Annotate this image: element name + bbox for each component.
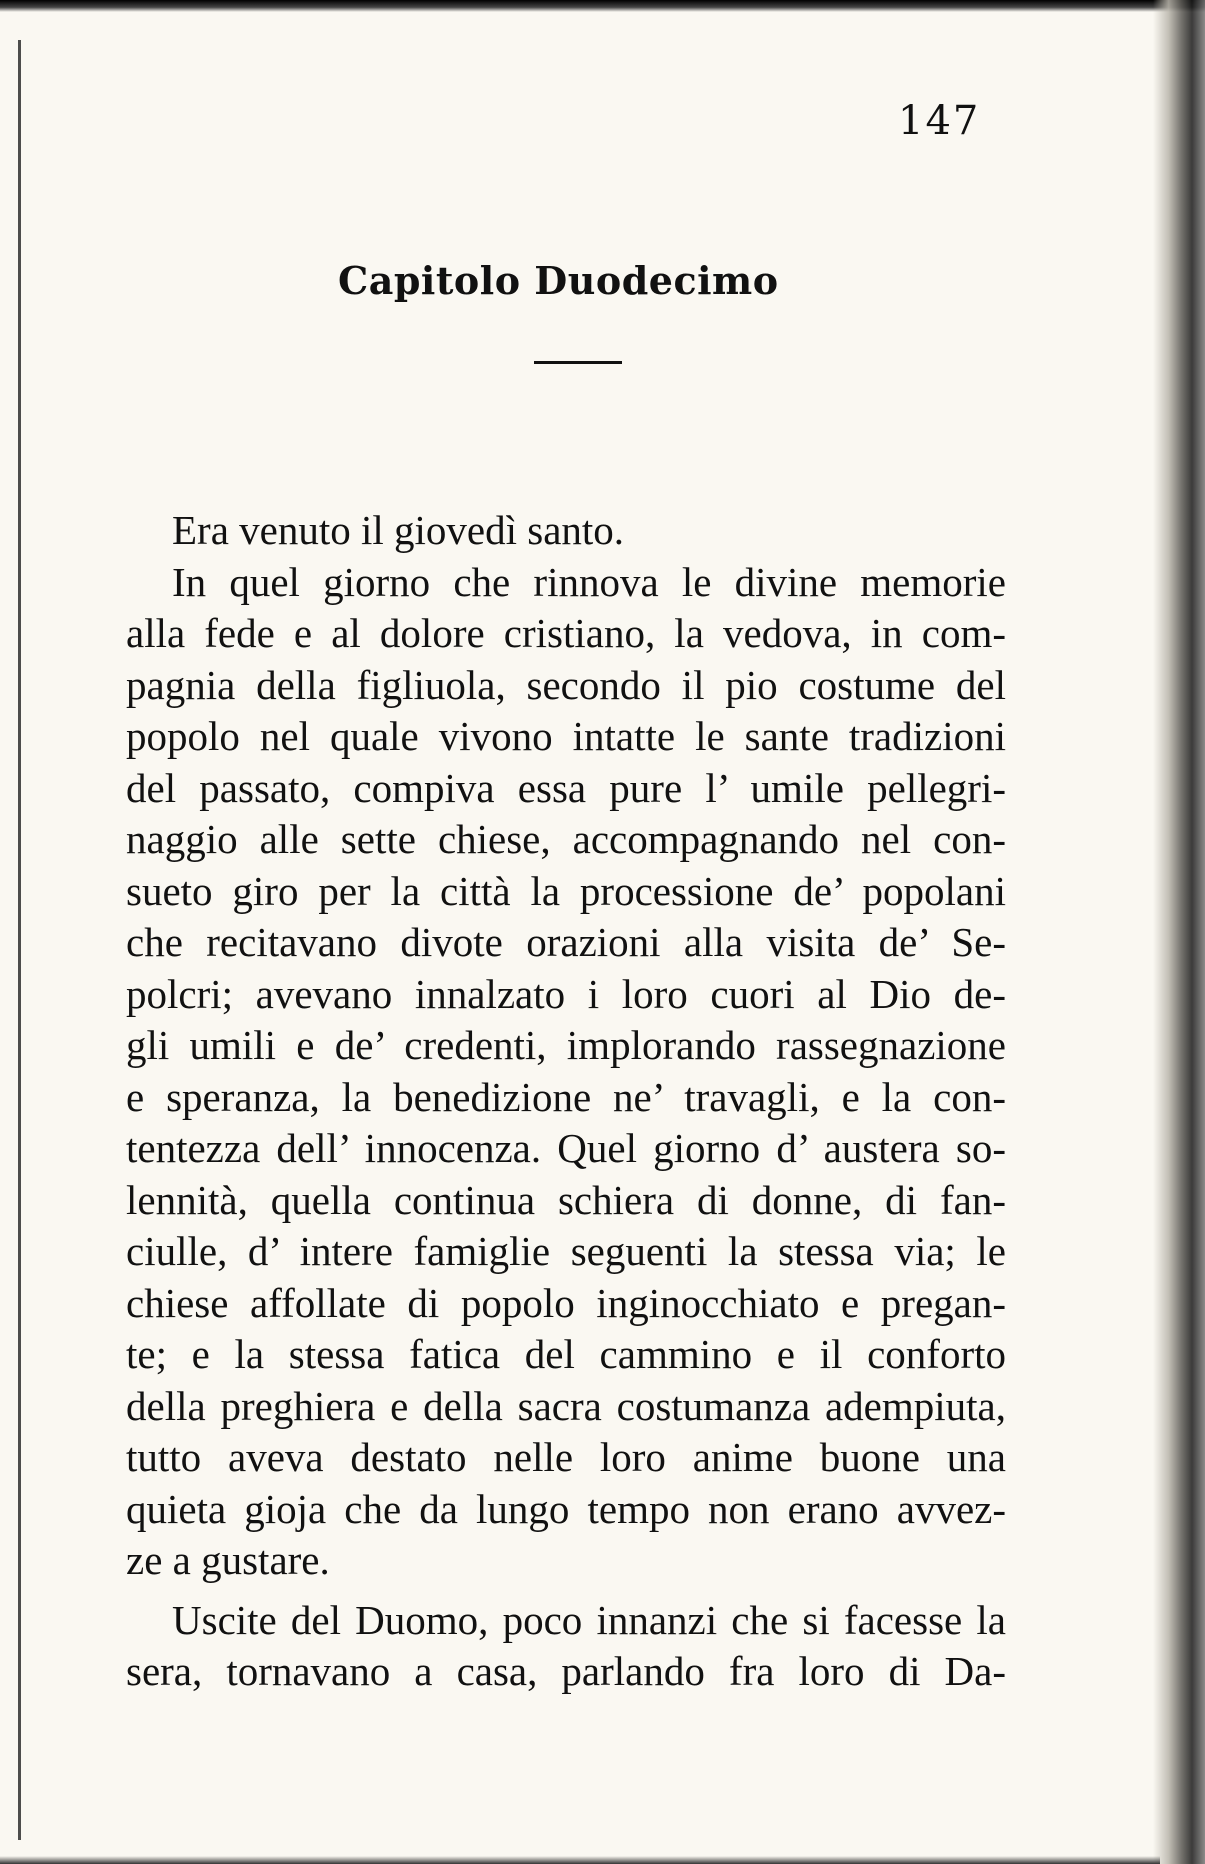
text-line: che recitavano divote orazioni alla visita de’ Se-: [126, 919, 1006, 965]
text-line: naggio alle sette chiese, accompagnando nel con-: [126, 816, 1006, 862]
chapter-title: Capitolo Duodecimo: [338, 258, 779, 303]
text-line: In quel giorno che rinnova le divine memorie: [172, 558, 1006, 605]
page-bottom-edge: [0, 1856, 1160, 1864]
body-text: [126, 505, 1006, 1698]
text-line: quieta gioja che da lungo tempo non erano avvez-: [126, 1485, 1006, 1532]
text-line: del passato, compiva essa pure l’ umile pellegri-: [126, 764, 1006, 811]
text-line: della preghiera e della sacra costumanza adempiuta,: [126, 1382, 1006, 1429]
page-number: 147: [898, 98, 981, 144]
text-line: Uscite del Duomo, poco innanzi che si facesse la: [172, 1596, 1006, 1643]
text-line: sera, tornavano a casa, parlando fra loro di Da-: [126, 1648, 1006, 1694]
text-line: chiese affollate di popolo inginocchiato e pregan-: [126, 1279, 1006, 1326]
text-line: sueto giro per la città la processione de’ popolani: [126, 867, 1006, 914]
text-line: ciulle, d’ intere famiglie seguenti la stessa via; le: [126, 1228, 1006, 1274]
text-line: popolo nel quale vivono intatte le sante tradizioni: [126, 713, 1006, 759]
text-line: polcri; avevano innalzato i loro cuori al Dio de-: [126, 970, 1006, 1017]
page-top-edge: [0, 0, 1205, 12]
text-line: Era venuto il giovedì santo.: [172, 507, 625, 553]
text-line: alla fede e al dolore cristiano, la vedova, in com-: [126, 610, 1006, 656]
text-line: pagnia della figliuola, secondo il pio costume del: [126, 661, 1006, 708]
text-line: te; e la stessa fatica del cammino e il conforto: [126, 1331, 1006, 1377]
text-line: ze a gustare.: [126, 1537, 330, 1583]
page-left-edge: [18, 40, 21, 1840]
text-line: tentezza dell’ innocenza. Quel giorno d’ austera so-: [126, 1125, 1006, 1171]
text-line: lennità, quella continua schiera di donne, di fan-: [126, 1176, 1006, 1223]
page-right-edge: [1153, 0, 1205, 1864]
text-line: tutto aveva destato nelle loro anime buone una: [126, 1434, 1006, 1480]
text-line: e speranza, la benedizione ne’ travagli, e la con-: [126, 1073, 1006, 1120]
text-line: gli umili e de’ credenti, implorando rassegnazione: [126, 1022, 1006, 1068]
title-rule: [534, 361, 622, 364]
